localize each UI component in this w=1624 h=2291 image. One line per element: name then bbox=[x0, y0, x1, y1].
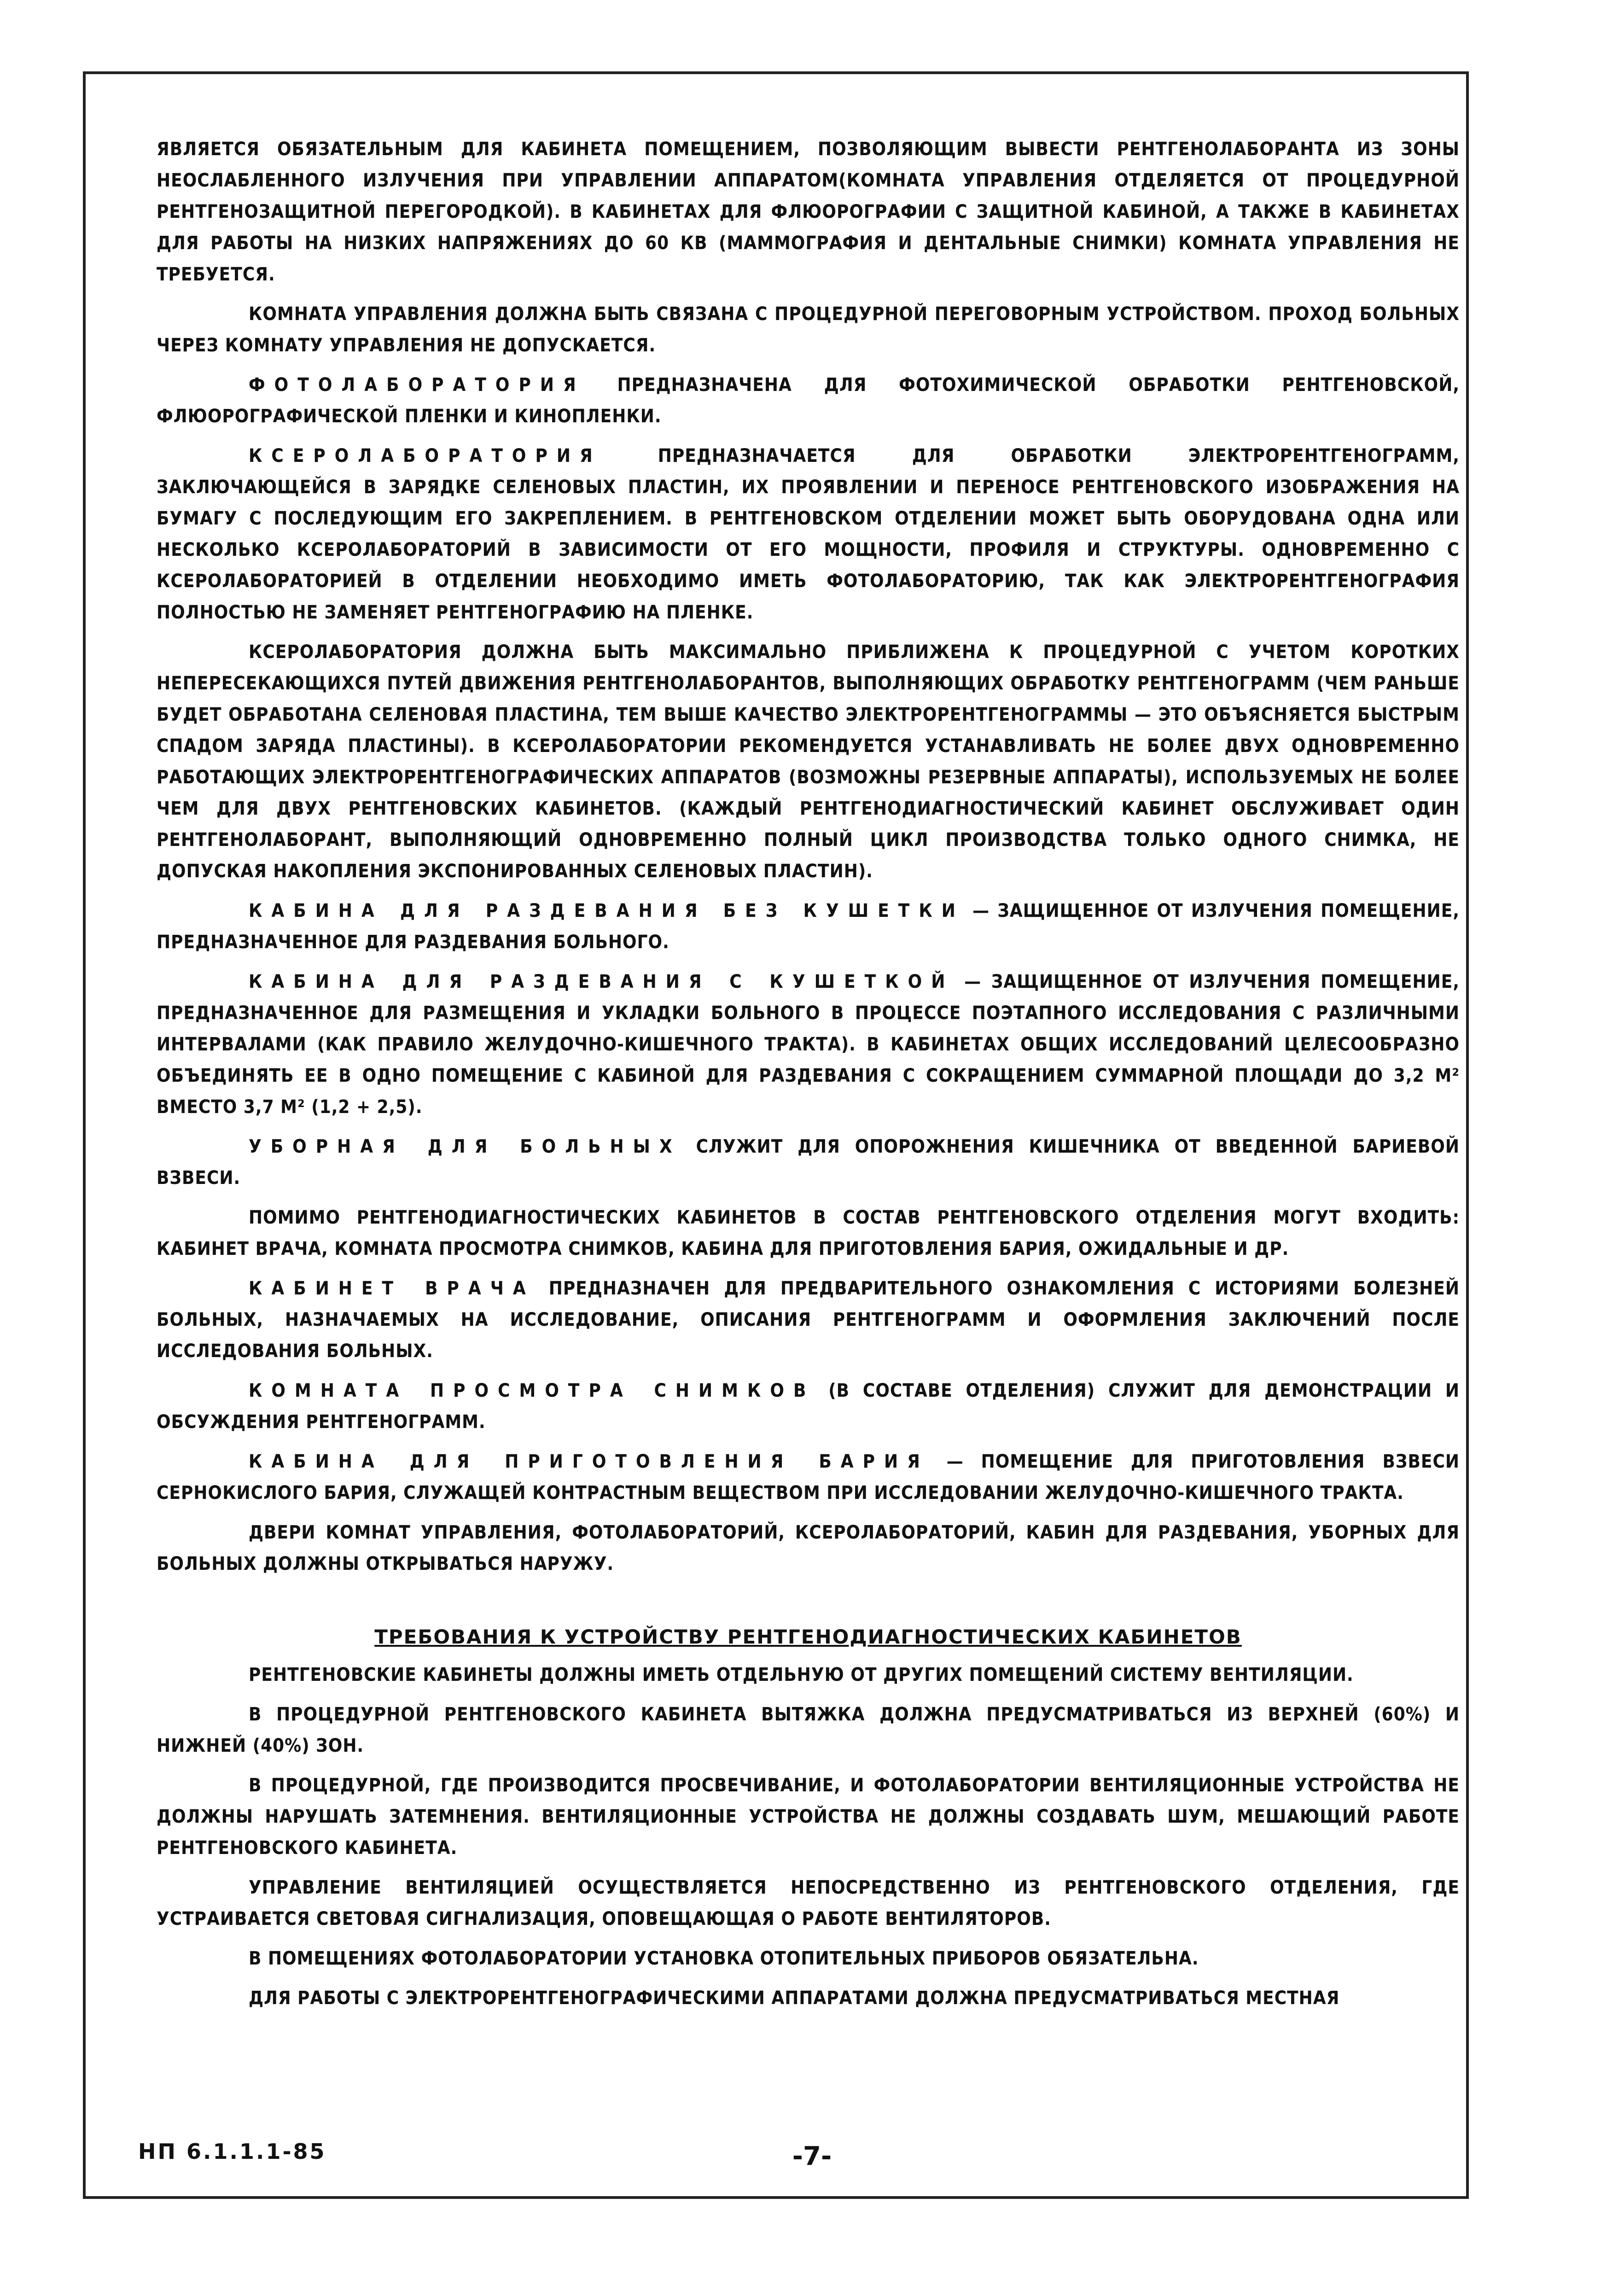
section-title: ТРЕБОВАНИЯ К УСТРОЙСТВУ РЕНТГЕНОДИАГНОСТИЧЕСКИХ КАБИНЕТОВ bbox=[374, 1626, 1242, 1648]
page-content bbox=[157, 134, 1460, 2022]
paragraph: ЯВЛЯЕТСЯ ОБЯЗАТЕЛЬНЫМ ДЛЯ КАБИНЕТА ПОМЕЩЕНИЕМ, ПОЗВОЛЯЮЩИМ ВЫВЕСТИ РЕНТГЕНОЛАБОРАНТА ИЗ ЗОНЫ НЕОСЛАБЛЕННОГО ИЗЛУЧЕНИЯ ПРИ УПРАВЛЕНИИ АППАРАТОМ(КОМНАТА УПРАВЛЕНИЯ ОТДЕЛЯЕТСЯ ОТ ПРОЦЕДУРНОЙ РЕНТГЕНОЗАЩИТНОЙ ПЕРЕГОРОДКОЙ). В КАБИНЕТАХ ДЛЯ ФЛЮОРОГРАФИИ С ЗАЩИТНОЙ КАБИНОЙ, А ТАКЖЕ В КАБИНЕТАХ ДЛЯ РАБОТЫ НА НИЗКИХ НАПРЯЖЕНИЯХ ДО 60 КВ (МАММОГРАФИЯ И ДЕНТАЛЬНЫЕ СНИМКИ) КОМНАТА УПРАВЛЕНИЯ НЕ ТРЕБУЕТСЯ. bbox=[157, 139, 1460, 285]
paragraph: КОМНАТА УПРАВЛЕНИЯ ДОЛЖНА БЫТЬ СВЯЗАНА С ПРОЦЕДУРНОЙ ПЕРЕГОВОРНЫМ УСТРОЙСТВОМ. ПРОХОД БОЛЬНЫХ ЧЕРЕЗ КОМНАТУ УПРАВЛЕНИЯ НЕ ДОПУСКАЕТСЯ. bbox=[157, 303, 1460, 356]
paragraph: РЕНТГЕНОВСКИЕ КАБИНЕТЫ ДОЛЖНЫ ИМЕТЬ ОТДЕЛЬНУЮ ОТ ДРУГИХ ПОМЕЩЕНИЙ СИСТЕМУ ВЕНТИЛЯЦИИ. bbox=[249, 1664, 1354, 1685]
paragraph: КОМНАТА ПРОСМОТРА СНИМКОВ (В СОСТАВЕ ОТДЕЛЕНИЯ) СЛУЖИТ ДЛЯ ДЕМОНСТРАЦИИ И ОБСУЖДЕНИЯ РЕНТГЕНОГРАММ. bbox=[157, 1380, 1460, 1433]
paragraph: УПРАВЛЕНИЕ ВЕНТИЛЯЦИЕЙ ОСУЩЕСТВЛЯЕТСЯ НЕПОСРЕДСТВЕННО ИЗ РЕНТГЕНОВСКОГО ОТДЕЛЕНИЯ, ГДЕ УСТРАИВАЕТСЯ СВЕТОВАЯ СИГНАЛИЗАЦИЯ, ОПОВЕЩАЮЩАЯ О РАБОТЕ ВЕНТИЛЯТОРОВ. bbox=[157, 1877, 1460, 1930]
paragraph: ПОМИМО РЕНТГЕНОДИАГНОСТИЧЕСКИХ КАБИНЕТОВ В СОСТАВ РЕНТГЕНОВСКОГО ОТДЕЛЕНИЯ МОГУТ ВХОДИТЬ: КАБИНЕТ ВРАЧА, КОМНАТА ПРОСМОТРА СНИМКОВ, КАБИНА ДЛЯ ПРИГОТОВЛЕНИЯ БАРИЯ, ОЖИДАЛЬНЫЕ И ДР. bbox=[157, 1207, 1460, 1259]
paragraph-lead: КСЕРОЛАБОРАТОРИЯ bbox=[249, 445, 602, 466]
paragraph: ДЛЯ РАБОТЫ С ЭЛЕКТРОРЕНТГЕНОГРАФИЧЕСКИМИ АППАРАТАМИ ДОЛЖНА ПРЕДУСМАТРИВАТЬСЯ МЕСТНАЯ bbox=[249, 1988, 1340, 2009]
paragraph: КАБИНА ДЛЯ РАЗДЕВАНИЯ С КУШЕТКОЙ — ЗАЩИЩЕННОЕ ОТ ИЗЛУЧЕНИЯ ПОМЕЩЕНИЕ, ПРЕДНАЗНАЧЕННОЕ ДЛЯ РАЗМЕЩЕНИЯ И УКЛАДКИ БОЛЬНОГО В ПРОЦЕССЕ ПОЭТАПНОГО ИССЛЕДОВАНИЯ С РАЗЛИЧНЫМИ ИНТЕРВАЛАМИ (КАК ПРАВИЛО ЖЕЛУДОЧНО-КИШЕЧНОГО ТРАКТА). В КАБИНЕТАХ ОБЩИХ ИССЛЕДОВАНИЙ ЦЕЛЕСООБРАЗНО ОБЪЕДИНЯТЬ ЕЕ В ОДНО ПОМЕЩЕНИЕ С КАБИНОЙ ДЛЯ РАЗДЕВАНИЯ С СОКРАЩЕНИЕМ СУММАРНОЙ ПЛОЩАДИ ДО 3,2 М² ВМЕСТО 3,7 М² (1,2 + 2,5). bbox=[157, 971, 1460, 1118]
paragraph-lead: КАБИНА ДЛЯ ПРИГОТОВЛЕНИЯ БАРИЯ bbox=[249, 1451, 929, 1472]
paragraph-lead: УБОРНАЯ ДЛЯ БОЛЬНЫХ bbox=[249, 1136, 681, 1157]
paragraph-lead: КАБИНЕТ ВРАЧА bbox=[249, 1278, 535, 1299]
paragraph-lead: КАБИНА ДЛЯ РАЗДЕВАНИЯ С КУШЕТКОЙ bbox=[249, 971, 955, 992]
paragraph: ФОТОЛАБОРАТОРИЯ ПРЕДНАЗНАЧЕНА ДЛЯ ФОТОХИМИЧЕСКОЙ ОБРАБОТКИ РЕНТГЕНОВСКОЙ, ФЛЮОРОГРАФИЧЕСКОЙ ПЛЕНКИ И КИНОПЛЕНКИ. bbox=[157, 374, 1460, 427]
paragraph: КСЕРОЛАБОРАТОРИЯ ДОЛЖНА БЫТЬ МАКСИМАЛЬНО ПРИБЛИЖЕНА К ПРОЦЕДУРНОЙ С УЧЕТОМ КОРОТКИХ НЕПЕРЕСЕКАЮЩИХСЯ ПУТЕЙ ДВИЖЕНИЯ РЕНТГЕНОЛАБОРАНТОВ, ВЫПОЛНЯЮЩИХ ОБРАБОТКУ РЕНТГЕНОГРАММ (ЧЕМ РАНЬШЕ БУДЕТ ОБРАБОТАНА СЕЛЕНОВАЯ ПЛАСТИНА, ТЕМ ВЫШЕ КАЧЕСТВО ЭЛЕКТРОРЕНТГЕНОГРАММЫ — ЭТО ОБЪЯСНЯЕТСЯ БЫСТРЫМ СПАДОМ ЗАРЯДА ПЛАСТИНЫ). В КСЕРОЛАБОРАТОРИИ РЕКОМЕНДУЕТСЯ УСТАНАВЛИВАТЬ НЕ БОЛЕЕ ДВУХ ОДНОВРЕМЕННО РАБОТАЮЩИХ ЭЛЕКТРОРЕНТГЕНОГРАФИЧЕСКИХ АППАРАТОВ (ВОЗМОЖНЫ РЕЗЕРВНЫЕ АППАРАТЫ), ИСПОЛЬЗУЕМЫХ НЕ БОЛЕЕ ЧЕМ ДЛЯ ДВУХ РЕНТГЕНОВСКИХ КАБИНЕТОВ. (КАЖДЫЙ РЕНТГЕНОДИАГНОСТИЧЕСКИЙ КАБИНЕТ ОБСЛУЖИВАЕТ ОДИН РЕНТГЕНОЛАБОРАНТ, ВЫПОЛНЯЮЩИЙ ОДНОВРЕМЕННО ПОЛНЫЙ ЦИКЛ ПРОИЗВОДСТВА ТОЛЬКО ОДНОГО СНИМКА, НЕ ДОПУСКАЯ НАКОПЛЕНИЯ ЭКСПОНИРОВАННЫХ СЕЛЕНОВЫХ ПЛАСТИН). bbox=[157, 641, 1460, 882]
paragraph-lead: ФОТОЛАБОРАТОРИЯ bbox=[249, 374, 585, 396]
paragraph: ДВЕРИ КОМНАТ УПРАВЛЕНИЯ, ФОТОЛАБОРАТОРИЙ, КСЕРОЛАБОРАТОРИЙ, КАБИН ДЛЯ РАЗДЕВАНИЯ, УБОРНЫХ ДЛЯ БОЛЬНЫХ ДОЛЖНЫ ОТКРЫВАТЬСЯ НАРУЖУ. bbox=[157, 1522, 1460, 1574]
document-code: НП 6.1.1.1-85 bbox=[138, 2139, 326, 2164]
paragraph-lead: КОМНАТА ПРОСМОТРА СНИМКОВ bbox=[249, 1380, 815, 1401]
paragraph-lead: КАБИНА ДЛЯ РАЗДЕВАНИЯ БЕЗ КУШЕТКИ bbox=[249, 900, 965, 921]
page-number: -7- bbox=[792, 2141, 832, 2171]
paragraph: КАБИНЕТ ВРАЧА ПРЕДНАЗНАЧЕН ДЛЯ ПРЕДВАРИТЕЛЬНОГО ОЗНАКОМЛЕНИЯ С ИСТОРИЯМИ БОЛЕЗНЕЙ БОЛЬНЫХ, НАЗНАЧАЕМЫХ НА ИССЛЕДОВАНИЕ, ОПИСАНИЯ РЕНТГЕНОГРАММ И ОФОРМЛЕНИЯ ЗАКЛЮЧЕНИЙ ПОСЛЕ ИССЛЕДОВАНИЯ БОЛЬНЫХ. bbox=[157, 1278, 1460, 1362]
paragraph: КСЕРОЛАБОРАТОРИЯ ПРЕДНАЗНАЧАЕТСЯ ДЛЯ ОБРАБОТКИ ЭЛЕКТРОРЕНТГЕНОГРАММ, ЗАКЛЮЧАЮЩЕЙСЯ В ЗАРЯДКЕ СЕЛЕНОВЫХ ПЛАСТИН, ИХ ПРОЯВЛЕНИИ И ПЕРЕНОСЕ РЕНТГЕНОВСКОГО ИЗОБРАЖЕНИЯ НА БУМАГУ С ПОСЛЕДУЮЩИМ ЕГО ЗАКРЕПЛЕНИЕМ. В РЕНТГЕНОВСКОМ ОТДЕЛЕНИИ МОЖЕТ БЫТЬ ОБОРУДОВАНА ОДНА ИЛИ НЕСКОЛЬКО КСЕРОЛАБОРАТОРИЙ В ЗАВИСИМОСТИ ОТ ЕГО МОЩНОСТИ, ПРОФИЛЯ И СТРУКТУРЫ. ОДНОВРЕМЕННО С КСЕРОЛАБОРАТОРИЕЙ В ОТДЕЛЕНИИ НЕОБХОДИМО ИМЕТЬ ФОТОЛАБОРАТОРИЮ, ТАК КАК ЭЛЕКТРОРЕНТГЕНОГРАФИЯ ПОЛНОСТЬЮ НЕ ЗАМЕНЯЕТ РЕНТГЕНОГРАФИЮ НА ПЛЕНКЕ. bbox=[157, 445, 1460, 623]
paragraph: КАБИНА ДЛЯ РАЗДЕВАНИЯ БЕЗ КУШЕТКИ — ЗАЩИЩЕННОЕ ОТ ИЗЛУЧЕНИЯ ПОМЕЩЕНИЕ, ПРЕДНАЗНАЧЕННОЕ ДЛЯ РАЗДЕВАНИЯ БОЛЬНОГО. bbox=[157, 900, 1460, 953]
paragraph: В ПРОЦЕДУРНОЙ, ГДЕ ПРОИЗВОДИТСЯ ПРОСВЕЧИВАНИЕ, И ФОТОЛАБОРАТОРИИ ВЕНТИЛЯЦИОННЫЕ УСТРОЙСТВА НЕ ДОЛЖНЫ НАРУШАТЬ ЗАТЕМНЕНИЯ. ВЕНТИЛЯЦИОННЫЕ УСТРОЙСТВА НЕ ДОЛЖНЫ СОЗДАВАТЬ ШУМ, МЕШАЮЩИЙ РАБОТЕ РЕНТГЕНОВСКОГО КАБИНЕТА. bbox=[157, 1775, 1460, 1859]
paragraph: КАБИНА ДЛЯ ПРИГОТОВЛЕНИЯ БАРИЯ — ПОМЕЩЕНИЕ ДЛЯ ПРИГОТОВЛЕНИЯ ВЗВЕСИ СЕРНОКИСЛОГО БАРИЯ, СЛУЖАЩЕЙ КОНТРАСТНЫМ ВЕЩЕСТВОМ ПРИ ИССЛЕДОВАНИИ ЖЕЛУДОЧНО-КИШЕЧНОГО ТРАКТА. bbox=[157, 1451, 1460, 1504]
paragraph: В ПРОЦЕДУРНОЙ РЕНТГЕНОВСКОГО КАБИНЕТА ВЫТЯЖКА ДОЛЖНА ПРЕДУСМАТРИВАТЬСЯ ИЗ ВЕРХНЕЙ (60%) И НИЖНЕЙ (40%) ЗОН. bbox=[157, 1704, 1460, 1756]
paragraph: УБОРНАЯ ДЛЯ БОЛЬНЫХ СЛУЖИТ ДЛЯ ОПОРОЖНЕНИЯ КИШЕЧНИКА ОТ ВВЕДЕННОЙ БАРИЕВОЙ ВЗВЕСИ. bbox=[157, 1136, 1460, 1189]
paragraph: В ПОМЕЩЕНИЯХ ФОТОЛАБОРАТОРИИ УСТАНОВКА ОТОПИТЕЛЬНЫХ ПРИБОРОВ ОБЯЗАТЕЛЬНА. bbox=[249, 1948, 1199, 1969]
